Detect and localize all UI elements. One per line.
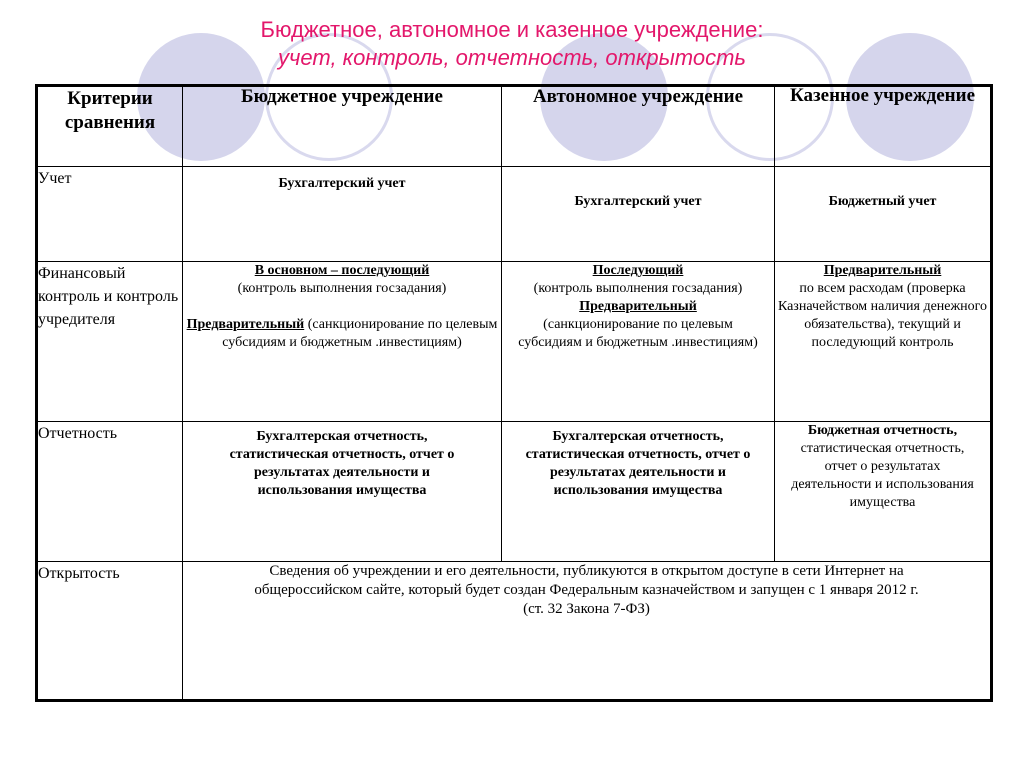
table-row-accounting [37, 167, 992, 262]
header-criteria [37, 86, 183, 167]
cell-accounting-budget: Бухгалтерский учет [183, 167, 502, 262]
header-state [775, 86, 992, 167]
cell-accounting-autonomous: Бухгалтерский учет [502, 167, 775, 262]
control-autonomous-secondary-head: Предварительный [579, 299, 697, 314]
row-label-reporting: Отчетность [37, 422, 183, 562]
header-criteria-text: Критерии сравнения [64, 88, 156, 133]
row-label-openness: Открытость [37, 562, 183, 701]
table-row-control [37, 262, 992, 422]
title-line-1: Бюджетное, автономное и казенное учреждение: [260, 17, 764, 42]
header-budget-text: Бюджетное учреждение [241, 86, 443, 107]
control-budget-secondary-head: Предварительный [186, 317, 305, 332]
reporting-state-head: Бюджетная отчетность, [807, 423, 958, 438]
slide-title [0, 16, 1024, 72]
table-row-openness [37, 562, 992, 701]
header-budget [183, 86, 502, 167]
header-state-text: Казенное учреждение [789, 85, 976, 106]
cell-reporting-autonomous: Бухгалтерская отчетность, статистическая отчетность, отчет о результатах деятельности и использования имущества [502, 422, 775, 562]
control-budget-primary-head: В основном – последующий [254, 263, 430, 278]
comparison-table [35, 84, 993, 702]
table-row-reporting [37, 422, 992, 562]
title-line-2: учет, контроль, отчетность, открытость [278, 45, 746, 70]
openness-line-2: общероссийском сайте, который будет создан Федеральным казначейством и запущен с 1 января 2012 г. [254, 582, 919, 598]
header-autonomous [502, 86, 775, 167]
control-autonomous-secondary-text: (санкционирование по целевым субсидиям и бюджетным .инвестициям) [518, 317, 758, 350]
cell-control-autonomous [502, 262, 775, 422]
header-autonomous-text: Автономное учреждение [532, 86, 744, 107]
control-state-head: Предварительный [823, 263, 942, 278]
control-autonomous-primary-head: Последующий [592, 263, 684, 278]
cell-reporting-state [775, 422, 992, 562]
control-state-text: по всем расходам (проверка Казначейством наличия денежного обязательства), текущий и последующий контроль [777, 281, 988, 350]
openness-line-3: (ст. 32 Закона 7-ФЗ) [523, 601, 650, 617]
cell-accounting-state: Бюджетный учет [775, 167, 992, 262]
cell-control-state [775, 262, 992, 422]
row-label-control: Финансовый контроль и контроль учредителя [37, 262, 183, 422]
control-autonomous-primary-text: (контроль выполнения госзадания) [533, 281, 743, 296]
control-budget-primary-text: (контроль выполнения госзадания) [237, 281, 447, 296]
cell-openness [183, 562, 992, 701]
row-label-accounting: Учет [37, 167, 183, 262]
openness-line-1: Сведения об учреждении и его деятельности, публикуются в открытом доступе в сети Интернет на [269, 563, 904, 579]
control-budget-secondary-text: (санкционирование по целевым субсидиям и бюджетным .инвестициям) [222, 317, 498, 350]
cell-control-budget [183, 262, 502, 422]
control-budget-secondary [183, 316, 501, 352]
header-row [37, 86, 992, 167]
cell-reporting-budget: Бухгалтерская отчетность, статистическая отчетность, отчет о результатах деятельности и использования имущества [183, 422, 502, 562]
reporting-state-text: статистическая отчетность, отчет о результатах деятельности и использования имущества [791, 441, 974, 510]
